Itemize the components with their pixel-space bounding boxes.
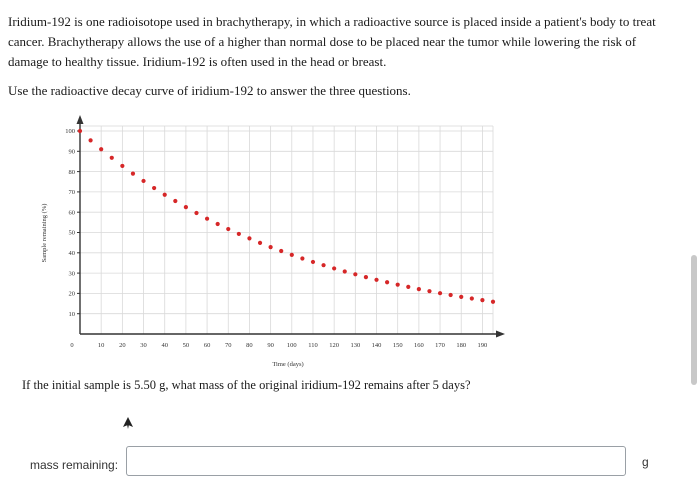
data-point	[385, 280, 389, 284]
x-tick-label: 0	[70, 342, 74, 349]
data-point	[374, 278, 378, 282]
x-axis-label: Time (days)	[272, 361, 304, 368]
y-tick-label: 60	[68, 209, 75, 217]
data-point	[396, 283, 400, 287]
data-point	[343, 269, 347, 273]
answer-label: mass remaining:	[30, 458, 119, 472]
data-point	[152, 186, 156, 190]
data-point	[226, 227, 230, 231]
data-point	[173, 199, 177, 203]
data-point	[279, 249, 283, 253]
chart-grid	[80, 126, 493, 334]
x-tick-label: 20	[119, 342, 126, 349]
data-point	[88, 138, 92, 142]
y-tick-label: 50	[68, 229, 75, 237]
data-point	[480, 298, 484, 302]
chart-tick-labels	[65, 128, 487, 349]
x-tick-label: 10	[97, 342, 105, 349]
y-axis-arrow-icon	[77, 115, 84, 124]
data-point	[237, 232, 241, 236]
data-point	[300, 256, 304, 260]
x-tick-label: 30	[140, 342, 147, 349]
data-point	[216, 222, 220, 226]
data-point	[406, 285, 410, 289]
question-text: If the initial sample is 5.50 g, what mass of the original iridium-192 remains after 5 days?	[22, 378, 471, 392]
x-tick-label: 100	[286, 342, 297, 349]
decay-curve-chart	[38, 108, 508, 370]
x-axis-arrow-icon	[496, 331, 505, 338]
y-tick-label: 30	[68, 270, 75, 278]
data-point	[120, 164, 124, 168]
data-point	[163, 193, 167, 197]
problem-intro: Iridium-192 is one radioisotope used in brachytherapy, in which a radioactive source is placed inside a patient's body to treat cancer. Brachytherapy allows the use of a higher than normal dose to be placed near the tumor while lowering the risk of damage to healthy tissue. Iridium-192 is often used in the head or breast.	[8, 14, 656, 69]
data-point	[438, 291, 442, 295]
data-point	[332, 266, 336, 270]
x-tick-label: 90	[267, 342, 274, 349]
y-tick-label: 70	[68, 189, 75, 197]
answer-row	[26, 446, 670, 480]
mass-remaining-input[interactable]	[126, 446, 626, 476]
data-point	[470, 296, 474, 300]
x-tick-label: 40	[161, 342, 168, 349]
data-point	[141, 179, 145, 183]
x-tick-label: 170	[435, 342, 445, 349]
y-tick-label: 90	[68, 148, 75, 156]
data-point	[491, 300, 495, 304]
x-tick-label: 150	[392, 342, 403, 349]
x-tick-label: 70	[225, 342, 232, 349]
data-point	[321, 263, 325, 267]
data-point	[427, 289, 431, 293]
data-point	[110, 156, 114, 160]
x-tick-label: 130	[350, 342, 361, 349]
data-point	[364, 275, 368, 279]
y-tick-label: 10	[68, 310, 75, 318]
y-tick-label: 100	[65, 128, 75, 136]
data-point	[131, 172, 135, 176]
data-point	[205, 217, 209, 221]
problem-instruction: Use the radioactive decay curve of iridium-192 to answer the three questions.	[8, 83, 411, 98]
data-point	[99, 147, 103, 151]
data-point	[258, 241, 262, 245]
data-point	[78, 129, 82, 133]
y-tick-label: 20	[68, 290, 75, 298]
data-point	[417, 287, 421, 291]
data-point	[459, 295, 463, 299]
chart-axes	[77, 115, 506, 338]
data-point	[290, 253, 294, 257]
x-tick-label: 140	[371, 342, 382, 349]
y-tick-label: 80	[68, 168, 75, 176]
data-point	[269, 245, 273, 249]
x-tick-label: 60	[203, 342, 211, 349]
y-tick-label: 40	[68, 250, 75, 257]
data-point	[311, 260, 315, 264]
data-point	[194, 211, 198, 215]
x-tick-label: 180	[456, 342, 467, 349]
x-tick-label: 160	[413, 342, 424, 349]
x-tick-label: 110	[308, 342, 318, 349]
x-tick-label: 80	[246, 342, 253, 349]
data-point	[247, 236, 251, 240]
data-point	[184, 205, 188, 209]
x-tick-label: 50	[182, 342, 190, 349]
chart-points	[78, 129, 495, 304]
mouse-cursor-icon	[122, 416, 134, 430]
x-tick-label: 120	[329, 342, 340, 349]
data-point	[353, 272, 357, 276]
x-tick-label: 190	[477, 342, 488, 349]
scrollbar[interactable]	[691, 255, 697, 385]
answer-unit: g	[642, 455, 649, 469]
data-point	[449, 293, 453, 297]
y-axis-label: Sample remaining (%)	[41, 203, 48, 263]
